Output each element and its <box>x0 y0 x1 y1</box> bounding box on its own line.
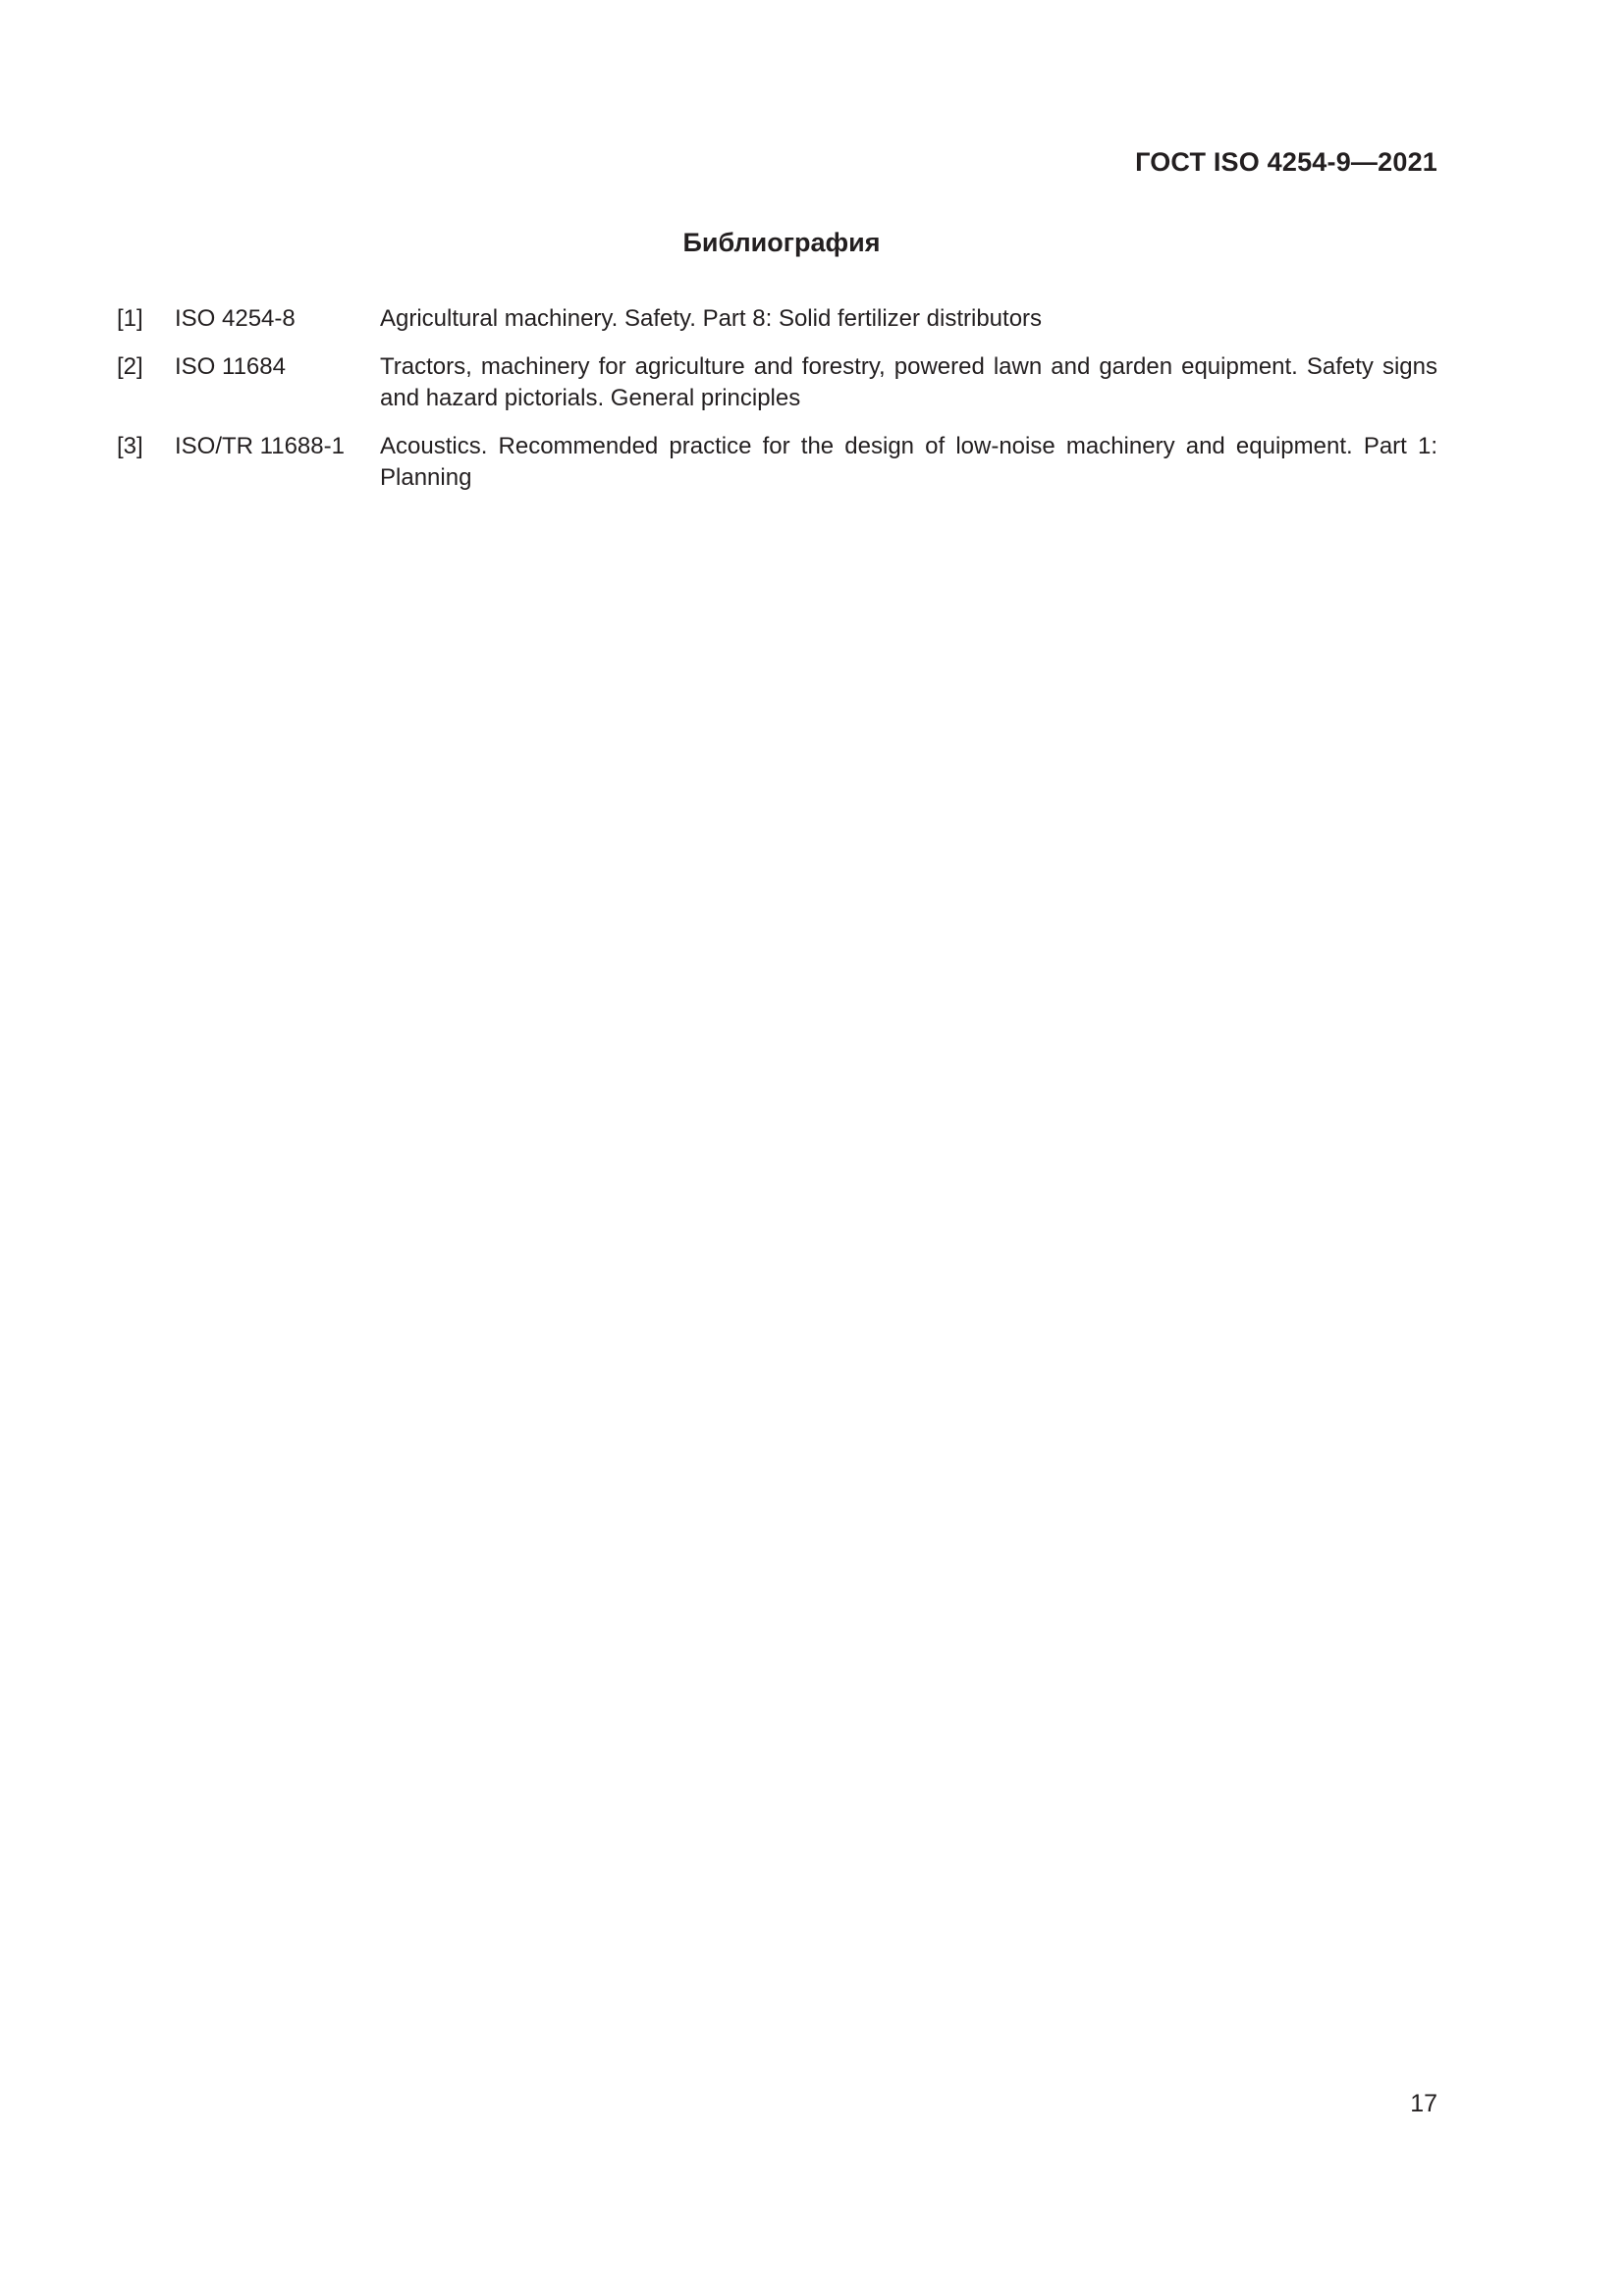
bibliography-entry <box>117 303 1437 335</box>
bibliography-heading: Библиография <box>682 228 881 257</box>
bibliography-list <box>117 303 1437 510</box>
entry-number: [1] <box>117 305 143 332</box>
entry-standard: ISO/TR 11688-1 <box>175 433 345 459</box>
entry-number: [3] <box>117 433 143 459</box>
document-code: ГОСТ ISO 4254-9—2021 <box>1135 147 1437 177</box>
entry-number: [2] <box>117 353 143 380</box>
entry-title: Tractors, machinery for agriculture and forestry, powered lawn and garden equipment. Safety signs and hazard pictorials. General principles <box>380 353 1437 411</box>
bibliography-entry <box>117 351 1437 414</box>
entry-standard: ISO 4254-8 <box>175 305 296 332</box>
page-number: 17 <box>1410 2090 1437 2117</box>
entry-title: Acoustics. Recommended practice for the design of low-noise machinery and equipment. Part 1: Planning <box>380 433 1437 491</box>
bibliography-entry <box>117 431 1437 494</box>
entry-standard: ISO 11684 <box>175 353 286 380</box>
entry-title: Agricultural machinery. Safety. Part 8: Solid fertilizer distributors <box>380 305 1043 332</box>
